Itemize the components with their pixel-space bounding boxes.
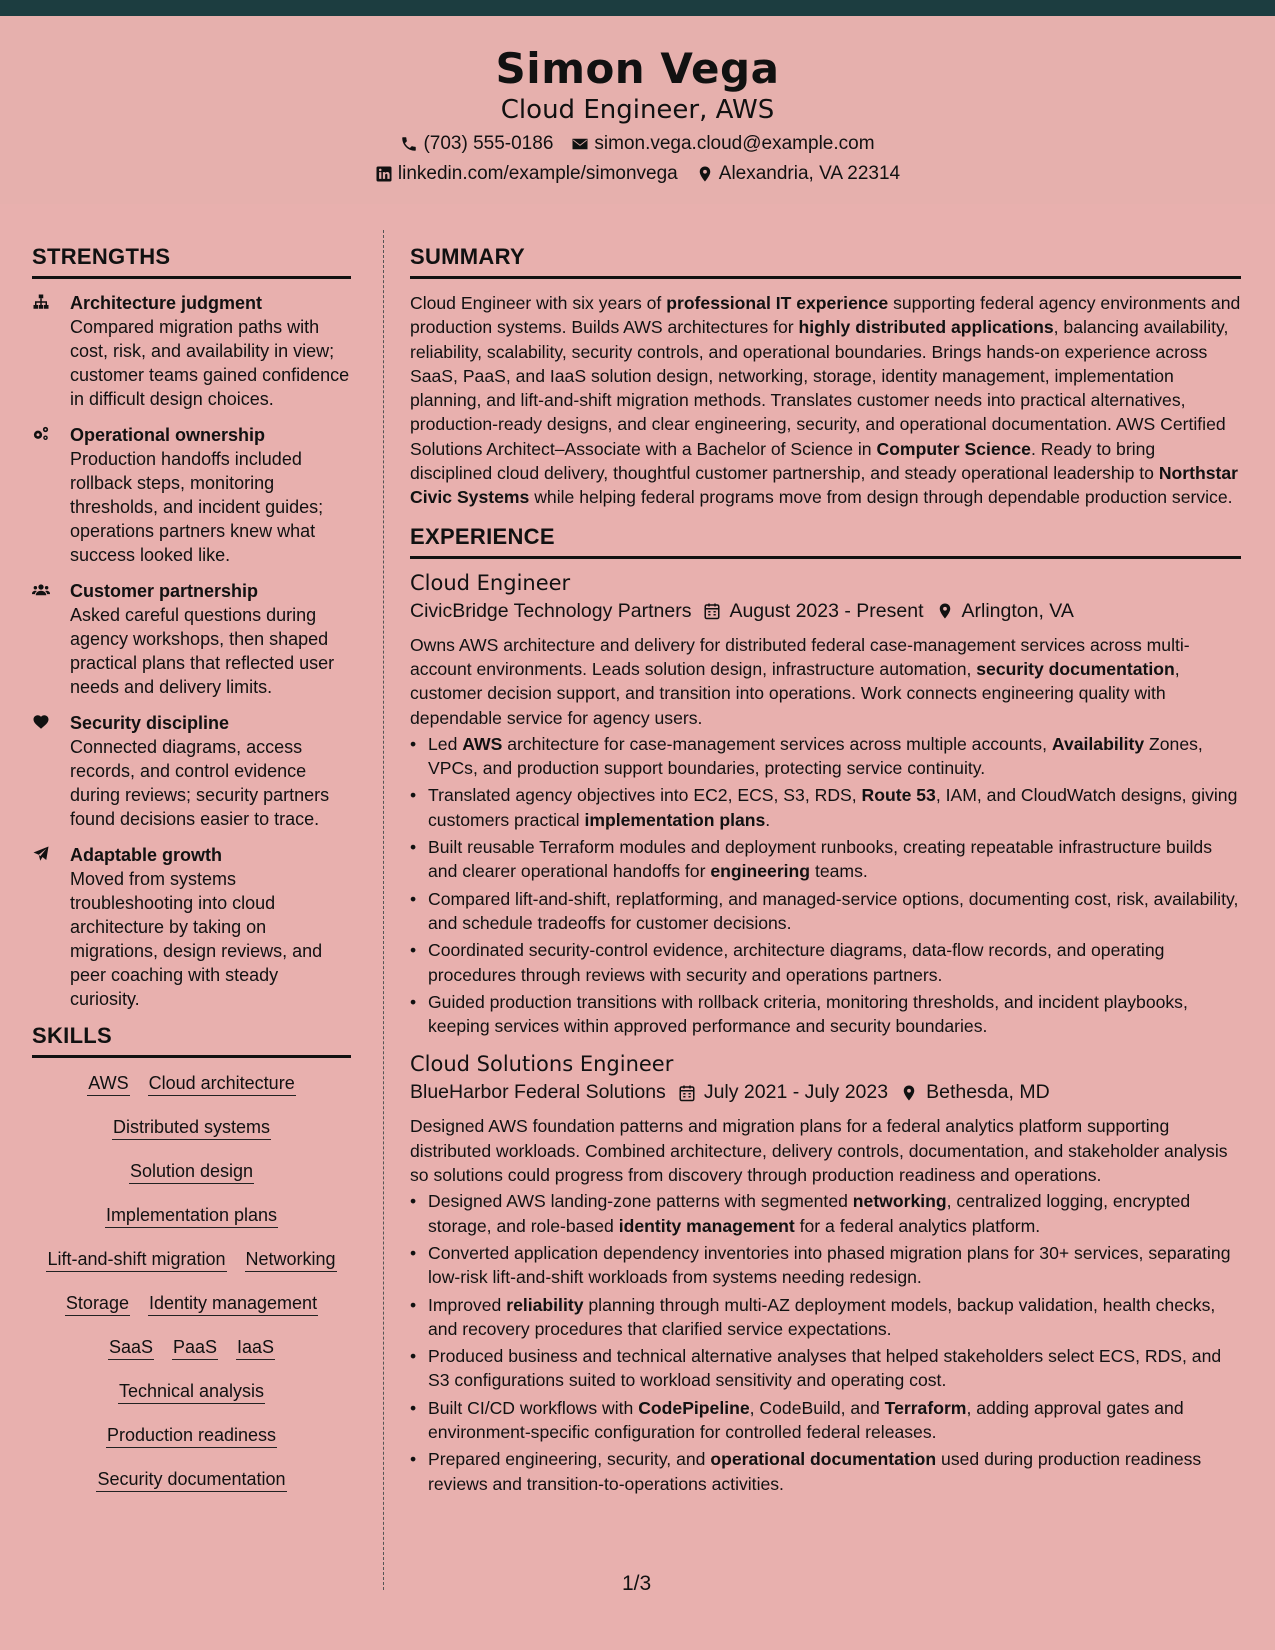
page-number: 1/3 (622, 1572, 652, 1595)
phone-contact (400, 133, 553, 155)
summary-text (410, 291, 1241, 510)
location-text: Alexandria, VA 22314 (718, 163, 901, 184)
email-contact[interactable] (571, 133, 874, 155)
bold-keyword: highly distributed applications (798, 317, 1054, 338)
job-meta (410, 1081, 1241, 1104)
map-marker-icon (900, 1084, 918, 1102)
bullet-item (410, 1189, 1241, 1238)
text-run: planning through multi-AZ deployment models, backup validation, health checks, and recovery procedures that clarified service expectations. (428, 1294, 1216, 1339)
skill-tag: Solution design (129, 1160, 254, 1184)
strength-title: Customer partnership (70, 581, 259, 601)
calendar-icon (678, 1084, 696, 1102)
skill-tag: Distributed systems (112, 1116, 271, 1140)
skill-tag: SaaS (108, 1336, 154, 1360)
bullet-item (410, 732, 1241, 781)
strength-item (32, 291, 351, 411)
bullet-item (410, 1241, 1241, 1290)
bold-keyword: Northstar Civic Systems (410, 463, 1239, 508)
gears-icon (32, 425, 50, 443)
email-text[interactable]: simon.vega.cloud@example.com (594, 133, 875, 154)
skills-list (32, 1072, 351, 1492)
right-column (410, 244, 1241, 1510)
skill-row (32, 1160, 351, 1184)
skill-tag: Security documentation (96, 1468, 286, 1492)
text-run: Translated agency objectives into EC2, ECS, S3, RDS, (428, 785, 862, 806)
strength-item (32, 423, 351, 567)
text-run: , customer decision support, and transition into operations. Work connects engineering quality with dependable service for agency users. (410, 658, 1180, 728)
skill-row (32, 1116, 351, 1140)
linkedin-icon (375, 165, 393, 183)
job-meta (410, 600, 1241, 623)
experience-heading: EXPERIENCE (410, 524, 1241, 559)
text-run: Built reusable Terraform modules and deployment runbooks, creating repeatable infrastructure builds and clearer operational handoffs for (428, 837, 1213, 882)
job-entry (410, 1052, 1241, 1495)
bold-keyword: professional IT experience (666, 293, 889, 313)
text-run: , centralized logging, encrypted storage, and role-based (428, 1191, 1191, 1236)
bold-keyword: security documentation (976, 658, 1175, 679)
skill-tag: Identity management (148, 1292, 318, 1316)
text-run: supporting federal agency environments and production systems. Builds AWS architectures for (410, 293, 1241, 338)
resume-header (0, 16, 1275, 204)
left-column (32, 244, 351, 1512)
skill-tag: Implementation plans (105, 1204, 278, 1228)
job-title: Cloud Solutions Engineer (410, 1052, 674, 1077)
strength-item (32, 579, 351, 699)
strength-title: Operational ownership (70, 425, 266, 445)
bold-keyword: operational documentation (710, 1449, 937, 1470)
contact-row-1 (0, 133, 1275, 155)
text-run: while helping federal programs move from design through dependable production service. (529, 487, 1233, 508)
strength-desc: Connected diagrams, access records, and control evidence during reviews; security partners found decisions easier to trace. (70, 737, 330, 829)
strength-title: Architecture judgment (70, 293, 263, 313)
job-entry (410, 571, 1241, 1039)
bold-keyword: Terraform (884, 1397, 967, 1418)
job-bullets (410, 1189, 1241, 1496)
job-bullets (410, 732, 1241, 1039)
bold-keyword: engineering (710, 861, 811, 882)
strengths-heading: STRENGTHS (32, 244, 351, 279)
skill-row (32, 1204, 351, 1228)
text-run: Built CI/CD workflows with (428, 1397, 639, 1418)
bullet-item (410, 938, 1241, 987)
text-run: , balancing availability, reliability, scalability, security controls, and operational boundaries. Brings hands-on experience across SaaS, PaaS, and IaaS solution design, networking, storage, identity management, implementation planning, and lift-and-shift migration methods. Translates customer needs into practical alternatives, production-ready designs, and clear engineering, security, and operational documentation. AWS Certified Solutions Architect–Associate with a Bachelor of Science in (410, 317, 1229, 459)
skill-tag: AWS (87, 1072, 129, 1096)
skills-heading: SKILLS (32, 1023, 351, 1058)
sitemap-icon (32, 293, 50, 311)
bold-keyword: Computer Science (876, 438, 1031, 459)
bullet-item (410, 783, 1241, 832)
bullet-item (410, 990, 1241, 1039)
map-marker-icon (936, 602, 954, 620)
text-run: . (765, 809, 771, 830)
bullet-item (410, 1396, 1241, 1445)
text-run: Led (428, 733, 463, 754)
text-run: Owns AWS architecture and delivery for distributed federal case-management services across multi-account environments. Leads solution design, infrastructure automation, (410, 634, 1190, 679)
skill-tag: IaaS (236, 1336, 275, 1360)
text-run: , IAM, and CloudWatch designs, giving customers practical (428, 785, 1238, 830)
strength-item (32, 711, 351, 831)
users-icon (32, 581, 50, 599)
text-run: for a federal analytics platform. (794, 1215, 1041, 1236)
text-run: Guided production transitions with rollback criteria, monitoring thresholds, and incident playbooks, keeping services within approved performance and security boundaries. (428, 991, 1188, 1037)
text-run: Produced business and technical alternative analyses that helped stakeholders select ECS, RDS, and S3 configurations suited to workload sensitivity and operating cost. (428, 1346, 1222, 1391)
bold-keyword: reliability (506, 1294, 584, 1315)
skill-row (32, 1248, 351, 1272)
envelope-icon (571, 135, 589, 153)
skill-tag: Cloud architecture (148, 1072, 296, 1096)
bold-keyword: identity management (618, 1215, 795, 1236)
job-dates: August 2023 - Present (729, 599, 924, 622)
text-run: Improved (428, 1294, 507, 1315)
strength-desc: Asked careful questions during agency workshops, then shaped practical plans that reflected user needs and delivery limits. (70, 605, 335, 697)
text-run: Prepared engineering, security, and (428, 1449, 711, 1470)
skill-row (32, 1336, 351, 1360)
contact-row-2 (0, 163, 1275, 185)
calendar-icon (703, 602, 721, 620)
strength-title: Adaptable growth (70, 845, 222, 865)
location-contact (696, 163, 900, 185)
phone-icon (400, 135, 418, 153)
bold-keyword: AWS (462, 733, 503, 754)
job-dates: July 2021 - July 2023 (703, 1081, 889, 1104)
text-run: teams. (810, 861, 868, 882)
skill-tag: Networking (245, 1248, 337, 1272)
skill-tag: PaaS (172, 1336, 218, 1360)
text-run: , adding approval gates and environment-specific configuration for controlled federal releases. (428, 1397, 1184, 1442)
skill-row (32, 1292, 351, 1316)
bold-keyword: networking (852, 1191, 947, 1212)
skill-row (32, 1380, 351, 1404)
strength-desc: Moved from systems troubleshooting into cloud architecture by taking on migrations, design reviews, and peer coaching with steady curiosity. (70, 869, 323, 1009)
job-location: Arlington, VA (961, 599, 1074, 622)
phone-text: (703) 555-0186 (423, 133, 554, 154)
skill-tag: Lift-and-shift migration (46, 1248, 226, 1272)
text-run: Zones, VPCs, and production support boundaries, protecting service continuity. (428, 733, 1203, 779)
linkedin-text[interactable]: linkedin.com/example/simonvega (397, 163, 678, 184)
job-title: Cloud Engineer (410, 570, 571, 595)
linkedin-contact[interactable] (375, 163, 678, 185)
text-run: Designed AWS foundation patterns and migration plans for a federal analytics platform supporting distributed workloads. Combined architecture, delivery controls, documentation, and stakeholder analysis so solutions could progress from discovery through production readiness and operations. (410, 1116, 1228, 1186)
bullet-item (410, 1293, 1241, 1342)
strength-title: Security discipline (70, 713, 230, 733)
bullet-item (410, 1344, 1241, 1393)
top-accent-bar (0, 0, 1275, 16)
text-run: Cloud Engineer with six years of (410, 293, 667, 313)
text-run: Designed AWS landing-zone patterns with segmented (428, 1191, 853, 1212)
job-description (410, 1114, 1241, 1187)
map-marker-icon (696, 165, 714, 183)
job-company: BlueHarbor Federal Solutions (410, 1081, 666, 1104)
strength-desc: Production handoffs included rollback steps, monitoring thresholds, and incident guides; operations partners knew what success looked like. (70, 449, 324, 565)
text-run: architecture for case-management services across multiple accounts, (502, 733, 1052, 754)
skill-tag: Production readiness (106, 1424, 277, 1448)
candidate-name: Simon Vega (495, 44, 780, 93)
bullet-item (410, 1447, 1241, 1496)
job-location: Bethesda, MD (926, 1081, 1050, 1104)
heart-icon (32, 713, 50, 731)
skill-row (32, 1424, 351, 1448)
bold-keyword: implementation plans (584, 809, 766, 830)
column-divider (383, 230, 384, 1590)
skill-row (32, 1468, 351, 1492)
skill-tag: Storage (65, 1292, 130, 1316)
text-run: Coordinated security-control evidence, architecture diagrams, data-flow records, and operating procedures through reviews with security and operations partners. (428, 940, 1165, 985)
paper-plane-icon (32, 845, 50, 863)
bold-keyword: Availability (1051, 733, 1145, 754)
text-run: used during production readiness reviews and transition-to-operations activities. (428, 1449, 1202, 1494)
text-run: Converted application dependency inventories into phased migration plans for 30+ services, separating low-risk lift-and-shift workloads from systems needing redesign. (428, 1242, 1231, 1288)
job-description (410, 633, 1241, 730)
bold-keyword: CodePipeline (638, 1397, 750, 1418)
strength-desc: Compared migration paths with cost, risk, and availability in view; customer teams gained confidence in difficult design choices. (70, 317, 350, 409)
bold-keyword: Route 53 (861, 785, 936, 806)
summary-heading: SUMMARY (410, 244, 1241, 279)
strength-item (32, 843, 351, 1011)
skill-row (32, 1072, 351, 1096)
skill-tag: Technical analysis (118, 1380, 265, 1404)
job-company: CivicBridge Technology Partners (410, 599, 692, 622)
text-run: . Ready to bring disciplined cloud delivery, thoughtful customer partnership, and steady operational leadership to (410, 438, 1159, 484)
candidate-title: Cloud Engineer, AWS (500, 95, 775, 125)
text-run: , CodeBuild, and (749, 1397, 885, 1418)
bullet-item (410, 835, 1241, 884)
text-run: Compared lift-and-shift, replatforming, and managed-service options, documenting cost, risk, availability, and schedule tradeoffs for customer decisions. (428, 888, 1239, 933)
bullet-item (410, 887, 1241, 936)
